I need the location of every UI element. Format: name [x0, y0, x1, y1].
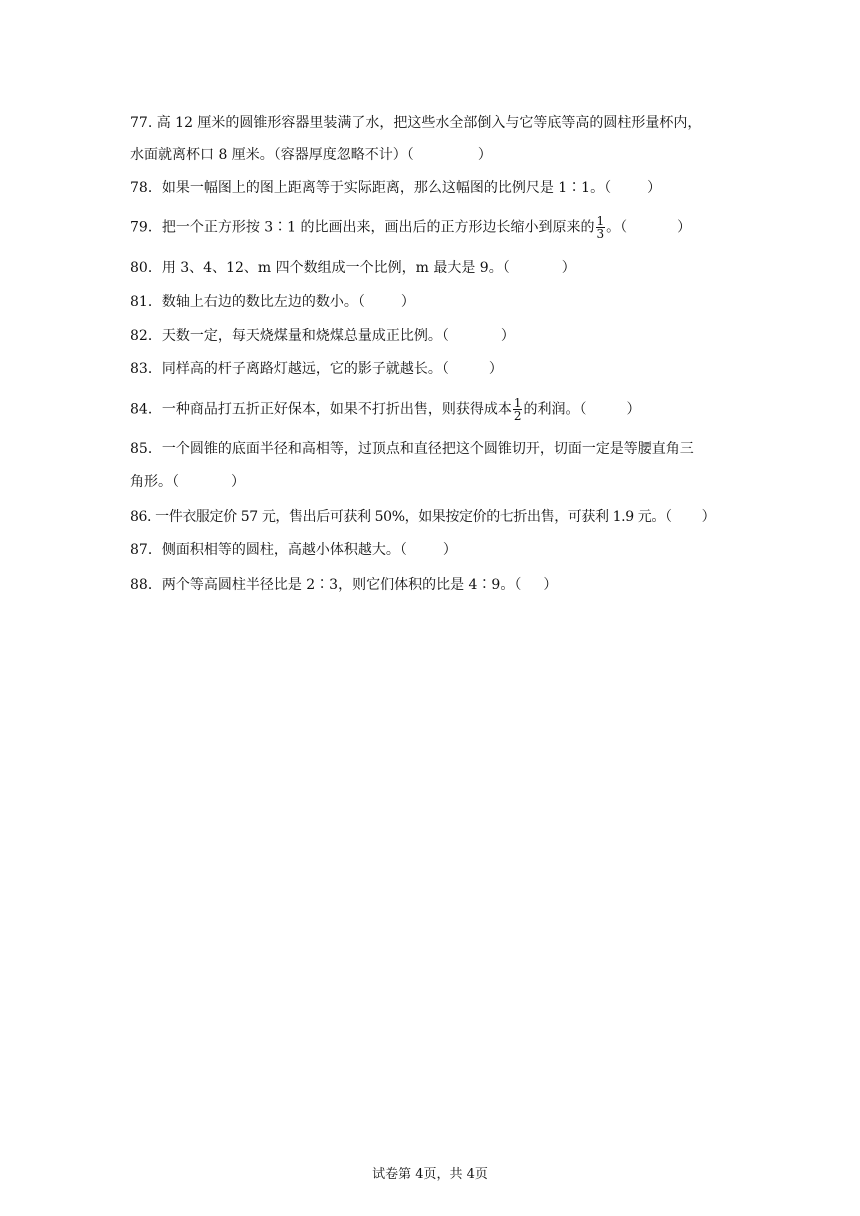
question-78-close-paren: ）: [647, 180, 662, 196]
question-87: [130, 540, 732, 560]
question-88-text: 88．两个等高圆柱半径比是 2∶3，则它们体积的比是 4∶9。（: [130, 577, 522, 593]
question-88-close-paren: ）: [543, 577, 558, 593]
question-83-close-paren: ）: [488, 361, 503, 377]
question-81-text: 81．数轴上右边的数比左边的数小。（: [130, 294, 365, 310]
question-84: [130, 397, 732, 422]
question-77-line2: [130, 145, 732, 165]
question-81-close-paren: ）: [400, 294, 415, 310]
fraction-numerator: 1: [596, 214, 605, 228]
question-81: [130, 292, 732, 312]
question-78: [130, 178, 732, 198]
question-82: [130, 326, 732, 346]
question-84-close-paren: ）: [626, 401, 641, 418]
question-77-text: 水面就离杯口 8 厘米。（容器厚度忽略不计）（: [130, 147, 414, 163]
question-79-text-tail: 。（: [606, 219, 628, 236]
question-80: [130, 258, 732, 278]
question-83: [130, 359, 732, 379]
question-88: [130, 575, 732, 595]
question-83-text: 83．同样高的杆子离路灯越远，它的影子就越长。（: [130, 361, 449, 377]
fraction-denominator: 3: [596, 227, 605, 241]
question-84-text: 84．一种商品打五折正好保本，如果不打折出售，则获得成本: [130, 401, 512, 418]
question-77-line1: 77. 高 12 厘米的圆锥形容器里装满了水，把这些水全部倒入与它等底等高的圆柱形量杯内，: [130, 115, 702, 131]
question-79-close-paren: ）: [677, 219, 692, 236]
question-85-close-paren: ）: [231, 474, 245, 490]
fraction-one-half: [513, 397, 523, 422]
question-82-text: 82．天数一定，每天烧煤量和烧煤总量成正比例。（: [130, 328, 449, 344]
question-79: [130, 215, 732, 240]
fraction-numerator: 1: [513, 396, 522, 410]
question-82-close-paren: ）: [500, 328, 515, 344]
question-85-line2: [130, 472, 732, 492]
page-footer: 试卷第 4页，共 4页: [372, 1167, 488, 1182]
question-78-text: 78．如果一幅图上的图上距离等于实际距离，那么这幅图的比例尺是 1∶1。（: [130, 180, 612, 196]
question-80-text: 80．用 3、4、12、m 四个数组成一个比例，m 最大是 9。（: [130, 260, 510, 276]
question-85-line1: 85．一个圆锥的底面半径和高相等，过顶点和直径把这个圆锥切开，切面一定是等腰直角三: [130, 441, 694, 457]
question-77: [130, 113, 732, 133]
question-85-text: 角形。（: [130, 474, 179, 490]
question-77-close-paren: ）: [477, 147, 492, 163]
question-86: [130, 507, 732, 527]
question-79-text: 79．把一个正方形按 3∶1 的比画出来，画出后的正方形边长缩小到原来的: [130, 219, 595, 236]
question-86-close-paren: ）: [701, 509, 716, 525]
question-87-close-paren: ）: [442, 542, 457, 558]
question-86-text: 86. 一件衣服定价 57 元，售出后可获利 50%，如果按定价的七折出售，可获利 1.9 元。（: [130, 509, 672, 525]
question-84-text-tail: 的利润。（: [523, 401, 587, 418]
question-85: [130, 439, 732, 459]
fraction-denominator: 2: [513, 409, 522, 423]
question-80-close-paren: ）: [561, 260, 576, 276]
fraction-one-third: [596, 215, 606, 240]
question-87-text: 87．侧面积相等的圆柱，高越小体积越大。（: [130, 542, 407, 558]
